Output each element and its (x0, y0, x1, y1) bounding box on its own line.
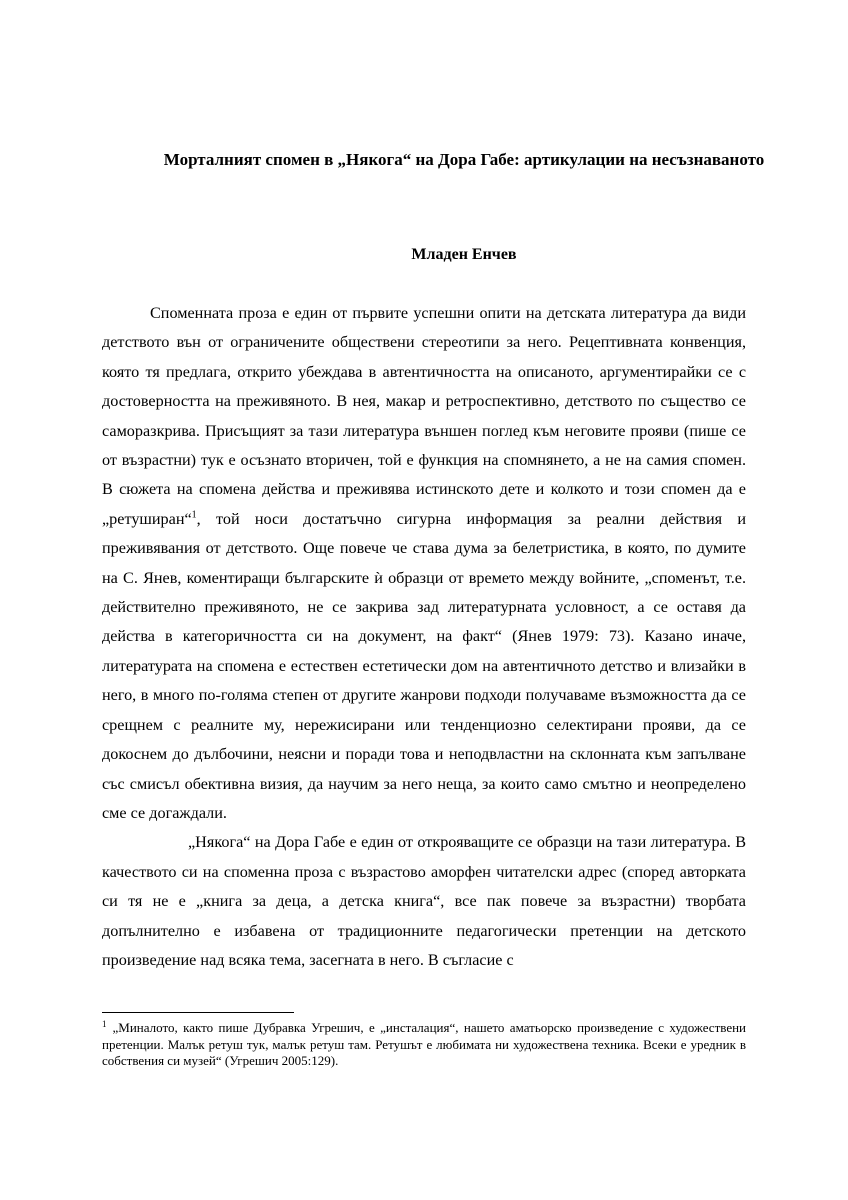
footnote-text: „Миналото, както пише Дубравка Угрешич, е „инсталация“, нашето аматьорско произведение с художествени претенции. Малък ретуш тук, малък ретуш там. Ретушът е любимата ни художествена техника. Всеки е уредник в собствения си музей“ (Угрешич 2005:129). (102, 1020, 746, 1068)
footnote-reference[interactable]: 1 (191, 509, 197, 521)
footnote (102, 1020, 746, 1070)
author-name: Младен Енчев (411, 246, 517, 263)
paragraph-1 (102, 299, 746, 828)
body-text (102, 299, 746, 975)
paragraph-1-part-a: Споменната проза е един от първите успешни опити на детската литература да види детството вън от ограничените обществени стереотипи за него. Рецептивната конвенция, която тя предлага, открито убеждава в автентичността на описаното, аргументирайки се с достоверността на преживяното. В нея, макар и ретроспективно, детството по същество се саморазкрива. Присъщият за тази литература външен поглед към неговите прояви (пише се от възрастни) тук е осъзнато вторичен, той е функция на спомнянето, а не на самия спомен. В сюжета на спомена действа и преживява истинското дете и колкото и този спомен да е „ретуширан“ (102, 304, 746, 528)
paragraph-1-part-b: , той носи достатъчно сигурна информация за реални действия и преживявания от детството. Още повече че става дума за белетристика, в която, по думите на С. Янев, коментиращи българските ѝ образци от времето между войните, „споменът, т.е. действително преживяното, не се закрива зад литературната условност, а се оставя да действа в категоричността си на документ, на факт“ (Янев 1979: 73). Казано иначе, литературата на спомена е естествен естетически дом на автентичното детство и влизайки в него, в много по-голяма степен от другите жанрови подходи получаваме възможността да се срещнем с реалните му, нережисирани или тенденциозно селектирани прояви, да се докоснем до дълбочини, неясни и поради това и неподвластни на склонната към запълване със смисъл обективна визия, да научим за него неща, за които само смътно и неопределено сме се догаждали. (102, 509, 746, 822)
footnote-divider (102, 1012, 294, 1013)
footnote-number: 1 (102, 1018, 107, 1029)
paper-title: Морталният спомен в „Някога“ на Дора Габе: артикулации на несъзнаваното (163, 150, 765, 169)
paragraph-2: „Някога“ на Дора Габе е един от открояващите се образци на тази литература. В качеството си на споменна проза с възрастово аморфен читателски адрес (според авторката си тя не е „книга за деца, а детска книга“, все пак повече за възрастни) творбата допълнително е избавена от традиционните педагогически претенции на детското произведение над всяка тема, засегната в него. В съгласие с (102, 833, 746, 969)
